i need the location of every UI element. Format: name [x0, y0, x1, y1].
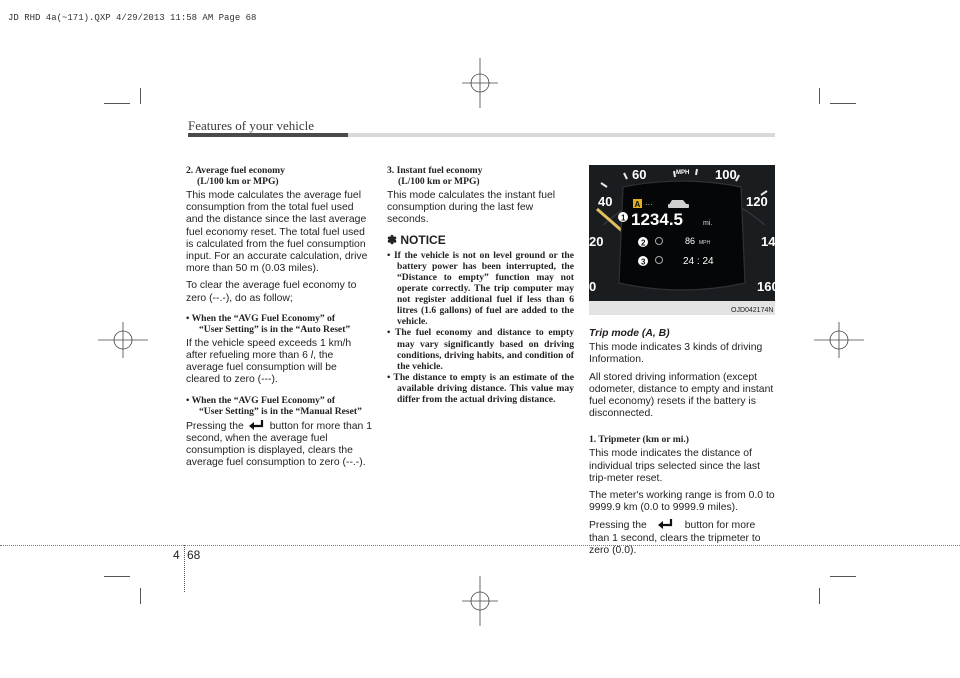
heading-line-1: 2. Average fuel economy [186, 165, 285, 176]
tick-label: 20 [589, 234, 604, 249]
column-2 [387, 165, 574, 405]
speed-reading: 86 [685, 236, 696, 246]
odometer-unit: mi. [703, 220, 713, 227]
dots: ··· [645, 200, 653, 209]
column-1 [186, 165, 373, 474]
unit-label: MPH [676, 170, 690, 176]
manual-reset-bullet [186, 395, 373, 417]
registration-mark-icon [462, 58, 498, 108]
text-run: Pressing the [589, 520, 647, 532]
heading-line-2: (L/100 km or MPG) [398, 176, 480, 187]
tick-label: 60 [632, 167, 647, 182]
registration-mark-icon [814, 322, 864, 358]
notice-item: • The distance to empty is an estimate of the available driving distance. This value may differ from the actual driving distance. [387, 371, 574, 406]
instant-fuel-economy-heading [387, 165, 574, 187]
tick-label: 14 [761, 234, 776, 249]
text-run: button for more than 1 second, when the average fuel consumption is displayed, clears the average fuel consumption to zero (--.-). [186, 420, 373, 469]
callout-number: 1 [621, 213, 626, 223]
tick-label: 40 [598, 194, 613, 209]
page-number-value: 68 [187, 548, 201, 562]
section-rule-accent [188, 133, 348, 137]
paragraph: The meter's working range is from 0.0 to 9999.9 km (0.0 to 9999.9 miles). [589, 490, 775, 514]
bullet-line-2: “User Setting” is in the “Manual Reset” [199, 405, 362, 417]
section-title: Features of your vehicle [188, 118, 314, 133]
page-number [173, 548, 201, 562]
paragraph: All stored driving information (except odometer, distance to empty and instant fuel economy) resets if the battery is disconnected. [589, 371, 774, 420]
paragraph: To clear the average fuel economy to zero (--.-), do as follow; [186, 280, 357, 304]
time-reading: 24 : 24 [683, 256, 714, 267]
enter-return-icon [657, 519, 675, 529]
paragraph: This mode indicates the distance of individual trips selected since the last trip-meter reset. [589, 448, 760, 484]
text-run: button for more than 1 second, clears the tripmeter to zero (0.0). [589, 520, 761, 556]
tick-label: 0 [589, 279, 597, 294]
printer-slug: JD RHD 4a(~171).QXP 4/29/2013 11:58 AM Page 68 [8, 13, 257, 23]
tick-label: 160 [757, 279, 779, 294]
chapter-number: 4 [173, 548, 180, 562]
litre-unit: l [310, 350, 314, 362]
trip-mode-heading: Trip mode (A, B) [589, 328, 670, 339]
paragraph: This mode calculates the instant fuel consumption during the last few seconds. [387, 190, 556, 226]
instrument-cluster-figure [589, 165, 779, 315]
odometer-reading: 1234.5 [631, 210, 683, 229]
paragraph [186, 420, 373, 470]
notice-item: • If the vehicle is not on level ground or the battery power has been interrupted, the “Distance to empty” function may not operate correctly. The trip computer may not register additional fuel if less than 6 litres (1.6 gallons) of fuel are added to the vehicle. [387, 249, 574, 328]
heading-line-1: 3. Instant fuel economy [387, 165, 483, 176]
paragraph [186, 338, 373, 387]
notice-title: ✽ NOTICE [387, 232, 446, 247]
speed-unit: MPH [699, 240, 711, 246]
bullet-line-2: “User Setting” is in the “Auto Reset” [199, 323, 351, 335]
text-run: If the vehicle speed exceeds 1 km/h after refueling more than 6 [186, 337, 352, 362]
text-run: , the average fuel consumption will be cleared to zero (---). [186, 350, 337, 386]
paragraph: This mode calculates the average fuel consumption from the total fuel used and the distance since the last average fuel economy reset. The total fuel used is calculated from the fuel consumption input. For an accurate calculation, drive more than 50 m (0.03 miles). [186, 190, 368, 275]
callout-number: 3 [641, 257, 646, 267]
registration-mark-icon [98, 322, 148, 358]
auto-reset-bullet [186, 313, 373, 335]
text-run: Pressing the [186, 420, 244, 432]
cluster-illustration [589, 165, 779, 315]
notice-item: • The fuel economy and distance to empty may vary significantly based on driving conditions, driving habits, and condition of the vehicle. [387, 327, 574, 372]
tick-label: 100 [715, 167, 737, 182]
registration-mark-icon [462, 576, 498, 626]
bullet-line-1: • When the “AVG Fuel Economy” of [186, 312, 336, 324]
tripmeter-heading: 1. Tripmeter (km or mi.) [589, 434, 690, 446]
enter-return-icon [248, 420, 266, 430]
average-fuel-economy-heading [186, 165, 373, 187]
tick-label: 120 [746, 194, 768, 209]
footer-divider [184, 545, 185, 592]
footer-dotted-rule [0, 545, 960, 546]
column-3 [589, 318, 776, 562]
paragraph [589, 519, 776, 557]
figure-caption: OJD042174N [731, 307, 774, 314]
heading-line-2: (L/100 km or MPG) [197, 176, 279, 187]
trip-mode-letter: A [634, 200, 641, 209]
callout-number: 2 [641, 238, 646, 248]
paragraph: This mode indicates 3 kinds of driving Information. [589, 342, 763, 366]
bullet-line-1: • When the “AVG Fuel Economy” of [186, 394, 336, 406]
